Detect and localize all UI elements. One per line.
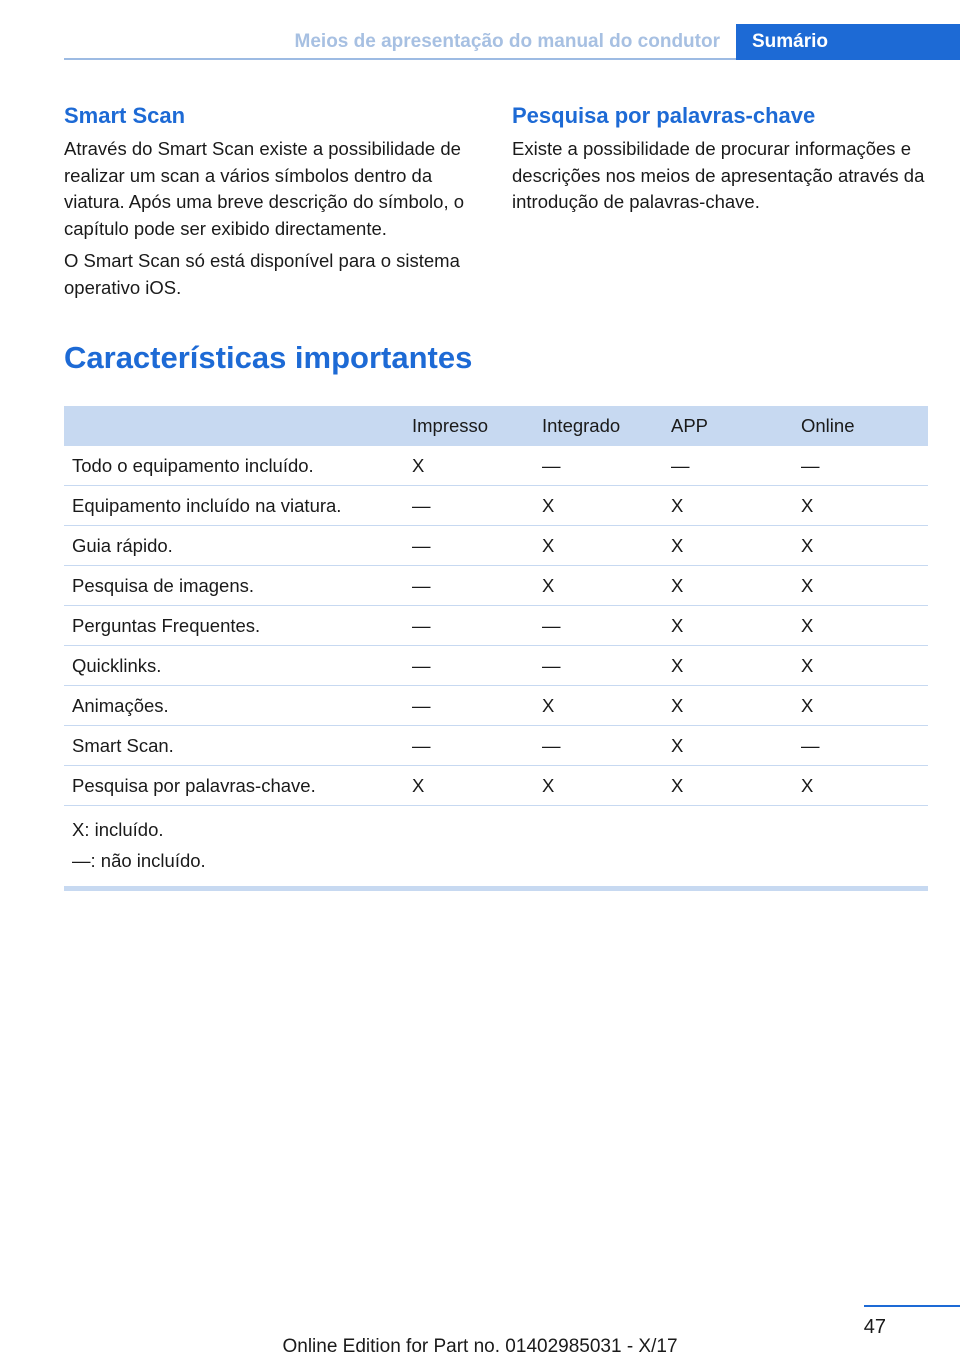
table-header-cell xyxy=(64,406,404,446)
feature-name-cell: Pesquisa por palavras-chave. xyxy=(64,766,404,806)
availability-cell: — xyxy=(534,446,663,486)
availability-cell: X xyxy=(663,686,793,726)
feature-name-cell: Quicklinks. xyxy=(64,646,404,686)
feature-name-cell: Smart Scan. xyxy=(64,726,404,766)
features-table xyxy=(64,406,928,891)
feature-name-cell: Perguntas Frequentes. xyxy=(64,606,404,646)
availability-cell: — xyxy=(404,486,534,526)
availability-cell: X xyxy=(793,606,928,646)
feature-name-cell: Equipamento incluído na viatura. xyxy=(64,486,404,526)
availability-cell: — xyxy=(534,646,663,686)
availability-cell: X xyxy=(534,566,663,606)
availability-cell: — xyxy=(663,446,793,486)
smart-scan-paragraph-1: Através do Smart Scan existe a possibilidade de realizar um scan a vários símbolos dentro da viatura. Após uma breve descrição do símbolo, o capítulo pode ser exibido directamente. xyxy=(64,138,465,239)
table-legend-row xyxy=(64,806,928,889)
table-header-row xyxy=(64,406,928,446)
header-chapter-title: Meios de apresentação do manual do condutor xyxy=(64,24,736,60)
availability-cell: X xyxy=(793,766,928,806)
keyword-search-section xyxy=(512,100,930,222)
smart-scan-heading: Smart Scan xyxy=(64,103,186,128)
availability-cell: — xyxy=(404,646,534,686)
table-header-cell: Integrado xyxy=(534,406,663,446)
legend-not-included: —: não incluído. xyxy=(72,850,206,871)
table-row xyxy=(64,606,928,646)
feature-name-cell: Todo o equipamento incluído. xyxy=(64,446,404,486)
keyword-search-heading: Pesquisa por palavras-chave xyxy=(512,103,816,128)
smart-scan-section xyxy=(64,100,482,307)
feature-name-cell: Pesquisa de imagens. xyxy=(64,566,404,606)
table-row xyxy=(64,526,928,566)
availability-cell: — xyxy=(793,726,928,766)
smart-scan-paragraph-2: O Smart Scan só está disponível para o sistema operativo iOS. xyxy=(64,250,460,298)
table-legend-cell xyxy=(64,806,928,889)
header-section-tab[interactable]: Sumário xyxy=(736,24,960,60)
availability-cell: X xyxy=(793,526,928,566)
availability-cell: — xyxy=(534,726,663,766)
availability-cell: X xyxy=(663,646,793,686)
table-header-cell: Online xyxy=(793,406,928,446)
availability-cell: X xyxy=(404,446,534,486)
availability-cell: X xyxy=(663,486,793,526)
availability-cell: X xyxy=(534,526,663,566)
availability-cell: — xyxy=(404,566,534,606)
availability-cell: X xyxy=(663,606,793,646)
table-body xyxy=(64,446,928,889)
table-row xyxy=(64,446,928,486)
availability-cell: — xyxy=(404,686,534,726)
table-row xyxy=(64,726,928,766)
page-number: 47 xyxy=(863,1316,886,1338)
availability-cell: X xyxy=(663,766,793,806)
availability-cell: X xyxy=(663,526,793,566)
feature-name-cell: Animações. xyxy=(64,686,404,726)
availability-cell: X xyxy=(793,686,928,726)
availability-cell: X xyxy=(663,726,793,766)
table-row xyxy=(64,766,928,806)
feature-name-cell: Guia rápido. xyxy=(64,526,404,566)
availability-cell: — xyxy=(404,606,534,646)
table-header-cell: APP xyxy=(663,406,793,446)
availability-cell: — xyxy=(404,526,534,566)
availability-cell: X xyxy=(793,486,928,526)
availability-cell: — xyxy=(534,606,663,646)
table-header-cell: Impresso xyxy=(404,406,534,446)
availability-cell: X xyxy=(534,686,663,726)
availability-cell: X xyxy=(793,646,928,686)
availability-cell: X xyxy=(404,766,534,806)
table-row xyxy=(64,566,928,606)
availability-cell: X xyxy=(793,566,928,606)
table-row xyxy=(64,486,928,526)
legend-included: X: incluído. xyxy=(72,819,164,840)
edition-note: Online Edition for Part no. 01402985031 - X/17 xyxy=(282,1336,678,1357)
availability-cell: X xyxy=(534,766,663,806)
keyword-search-paragraph: Existe a possibilidade de procurar informações e descrições nos meios de apresentação através da introdução de palavras-chave. xyxy=(512,138,925,212)
availability-cell: X xyxy=(663,566,793,606)
footer-rule xyxy=(864,1305,960,1307)
table-row xyxy=(64,686,928,726)
features-heading: Características importantes xyxy=(64,340,473,375)
availability-cell: — xyxy=(793,446,928,486)
availability-cell: — xyxy=(404,726,534,766)
availability-cell: X xyxy=(534,486,663,526)
table-row xyxy=(64,646,928,686)
